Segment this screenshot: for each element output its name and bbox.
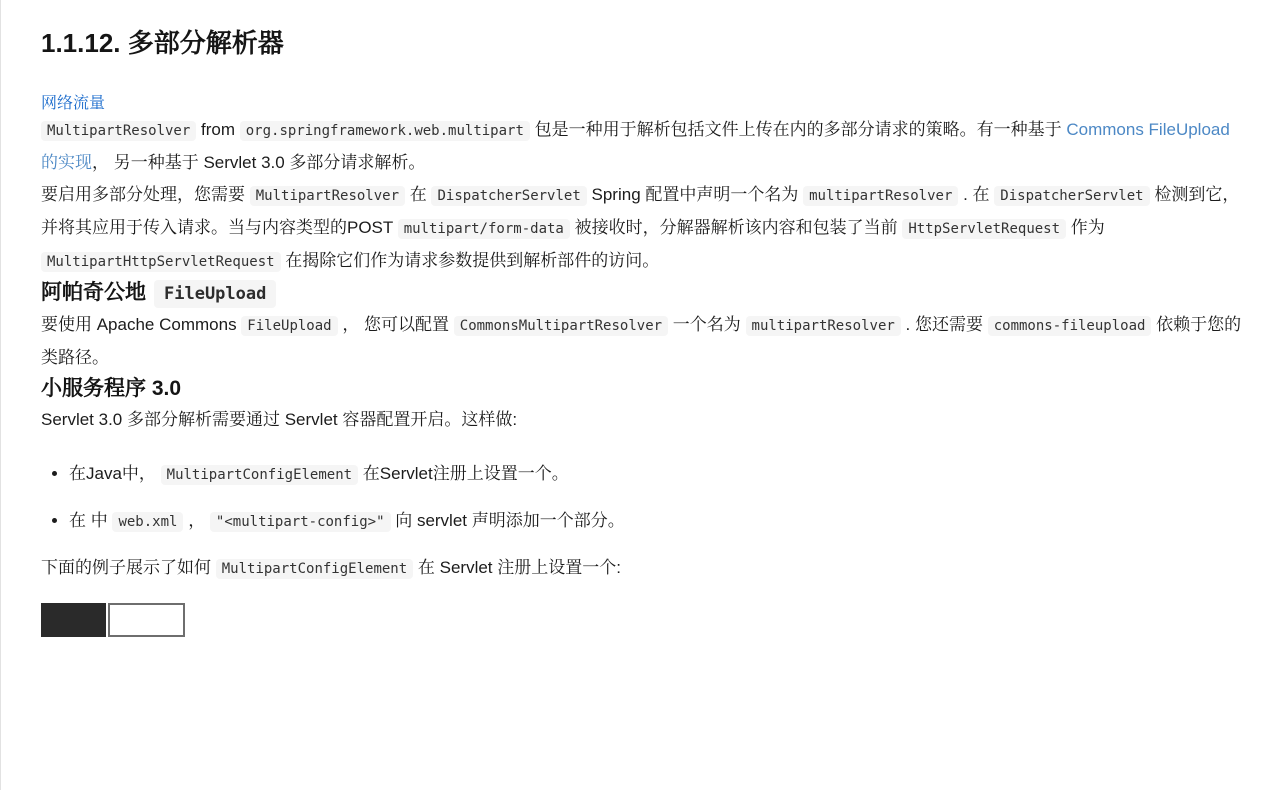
inline-code: org.springframework.web.multipart	[240, 121, 530, 141]
text-run: ，	[183, 511, 210, 530]
inline-code: DispatcherServlet	[994, 186, 1149, 206]
text-run: 在	[405, 185, 432, 204]
code-tab-unselected[interactable]	[108, 603, 185, 637]
apache-paragraph	[41, 309, 1247, 374]
web-stack-link[interactable]: 网络流量	[41, 95, 106, 112]
servlet-30-heading: 小服务程序 3.0	[41, 377, 182, 400]
list-item	[69, 458, 1247, 491]
inline-code: multipart/form-data	[398, 219, 570, 239]
text-run: ， 另一种基于 Servlet 3.0 多部分请求解析。	[92, 153, 426, 172]
text-run: 向 servlet 声明添加一个部分。	[390, 511, 625, 530]
inline-code: FileUpload	[241, 316, 337, 336]
text-run: 在 Servlet 注册上设置一个:	[413, 558, 621, 577]
page-title: 1.1.12. 多部分解析器	[41, 28, 284, 58]
text-run: 要使用 Apache Commons	[41, 315, 242, 334]
text-run: 作为	[1066, 218, 1105, 237]
inline-code: "<multipart-config>"	[210, 512, 391, 532]
text-run: 在 中	[69, 511, 113, 530]
inline-code: DispatcherServlet	[431, 186, 586, 206]
inline-code: MultipartResolver	[250, 186, 405, 206]
inline-code: HttpServletRequest	[902, 219, 1066, 239]
inline-code: MultipartConfigElement	[161, 465, 358, 485]
text-run: 包是一种用于解析包括文件上传在内的多部分请求的策略。有一种基于	[529, 120, 1067, 139]
text-run: from	[196, 120, 240, 139]
list-item	[69, 505, 1247, 538]
code-tab-selected[interactable]	[41, 603, 106, 637]
intro-paragraph-1	[41, 114, 1247, 179]
text-run: . 在	[958, 185, 995, 204]
text-run: 在Servlet注册上设置一个。	[358, 464, 569, 483]
inline-code: CommonsMultipartResolver	[454, 316, 668, 336]
apache-heading-code: FileUpload	[154, 280, 276, 308]
text-run: 要启用多部分处理，您需要	[41, 185, 250, 204]
text-run: Spring 配置中声明一个名为	[586, 185, 804, 204]
inline-code: multipartResolver	[746, 316, 901, 336]
example-lead-paragraph	[41, 552, 1247, 585]
text-run: ， 您可以配置	[337, 315, 454, 334]
code-example-tabs	[41, 603, 1247, 637]
inline-code: MultipartHttpServletRequest	[41, 252, 281, 272]
text-run: 下面的例子展示了如何	[41, 558, 216, 577]
apache-commons-heading	[41, 278, 1247, 309]
apache-heading-text: 阿帕奇公地	[41, 281, 146, 304]
text-run: 一个名为	[668, 315, 746, 334]
text-run: . 您还需要	[900, 315, 988, 334]
text-run: 依赖于您的类路径。	[41, 315, 1242, 367]
inline-code: multipartResolver	[803, 186, 958, 206]
text-run: 在Java中，	[69, 464, 161, 483]
servlet-intro-paragraph: Servlet 3.0 多部分解析需要通过 Servlet 容器配置开启。这样做:	[41, 410, 518, 429]
inline-code: commons-fileupload	[988, 316, 1152, 336]
text-run: 检测到它，并将其应用于传入请求。当与内容类型的POST	[41, 185, 1240, 237]
doc-link-row	[41, 94, 1247, 114]
inline-code: MultipartConfigElement	[216, 559, 413, 579]
inline-link[interactable]: Commons FileUpload 的实现	[41, 120, 1230, 172]
inline-code: MultipartResolver	[41, 121, 196, 141]
setup-options-list	[41, 458, 1247, 538]
text-run: 被接收时，分解器解析该内容和包装了当前	[569, 218, 903, 237]
intro-paragraph-2	[41, 179, 1247, 278]
text-run: 在揭除它们作为请求参数提供到解析部件的访问。	[280, 251, 660, 270]
inline-code: web.xml	[112, 512, 183, 532]
